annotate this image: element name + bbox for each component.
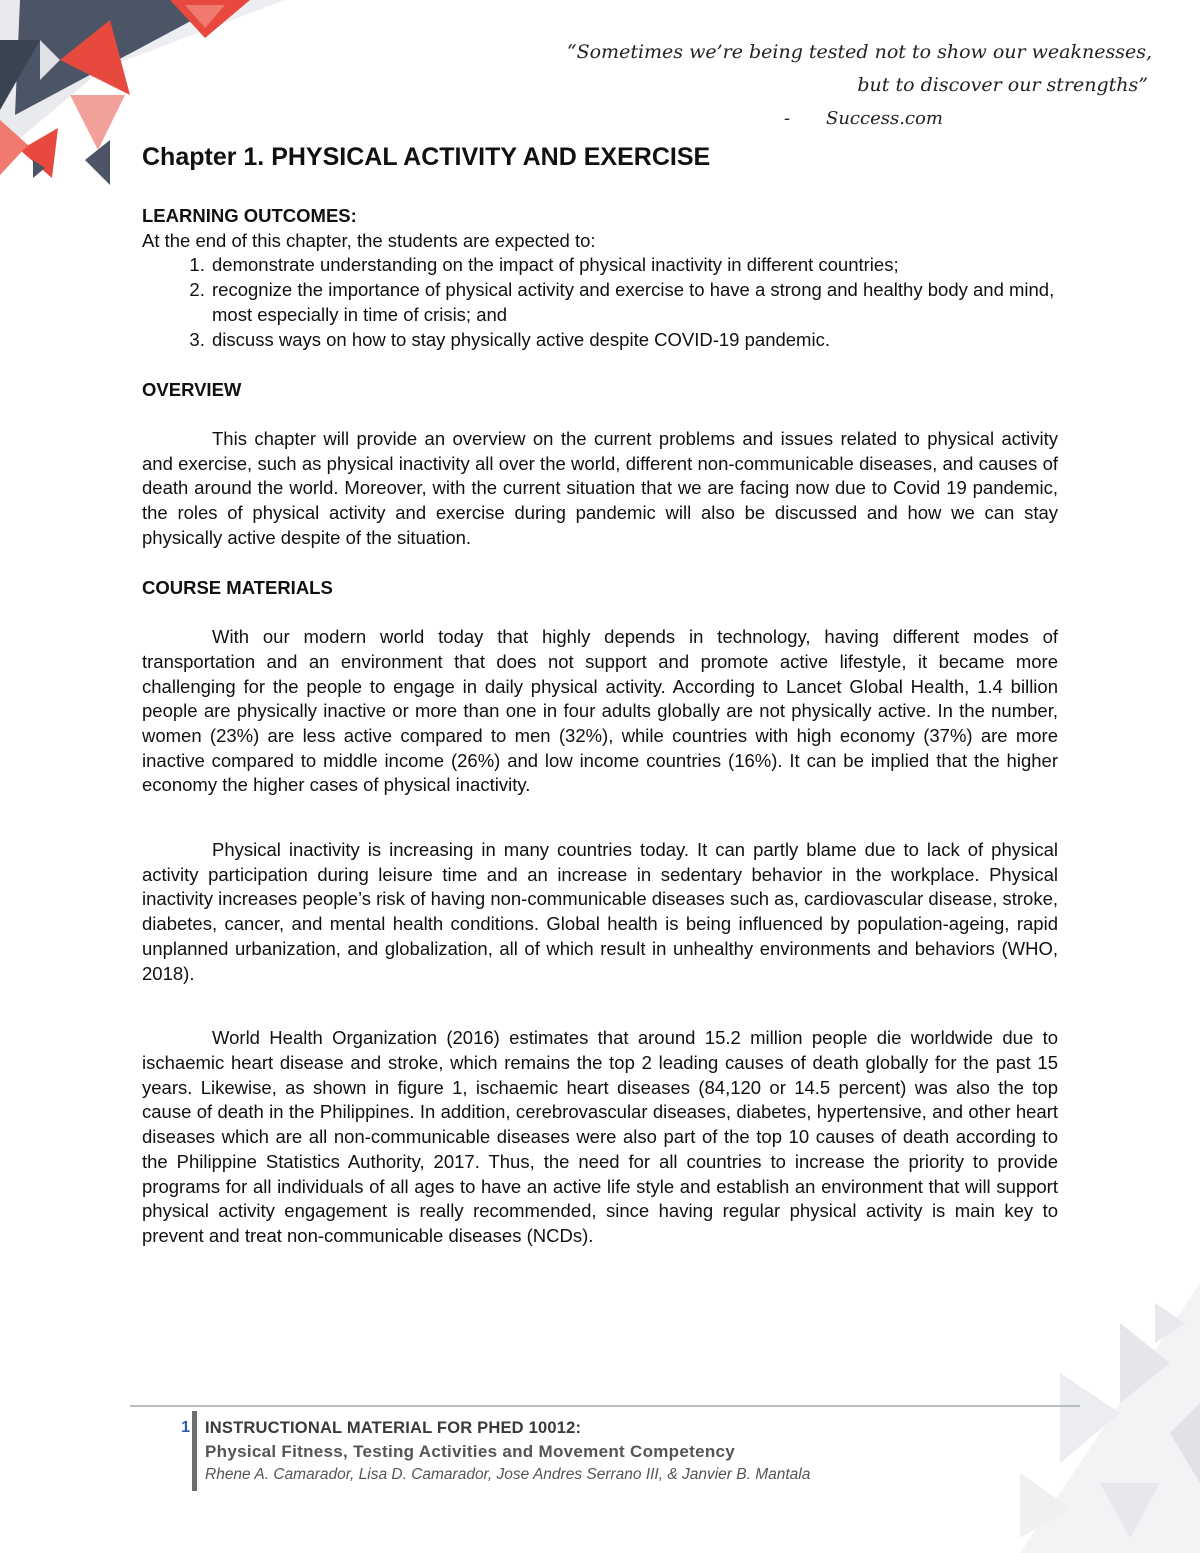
course-paragraph-2: Physical inactivity is increasing in many countries today. It can partly blame due to lack of physical activity participation during leisure time and an increase in sedentary behavior in the workplace. Physical inactivity increases people’s risk of having non-communicable diseases such as, cardiovascular disease, stroke, diabetes, cancer, and mental health conditions. Global health is being influenced by population-ageing, rapid unplanned urbanization, and globalization, all of which result in unhealthy environments and behaviors (WHO, 2018).	[142, 839, 1058, 984]
document-body	[142, 142, 1058, 1249]
quote-line-1: “Sometimes we’re being tested not to show our weaknesses,	[566, 41, 1152, 63]
chapter-title: Chapter 1. PHYSICAL ACTIVITY AND EXERCISE	[142, 143, 711, 171]
list-item: 3. discuss ways on how to stay physically active despite COVID-19 pandemic.	[210, 328, 1058, 353]
quote-source-text: Success.com	[826, 108, 943, 129]
footer-course-title: INSTRUCTIONAL MATERIAL FOR PHED 10012:	[205, 1419, 582, 1437]
course-paragraph-3: World Health Organization (2016) estimates that around 15.2 million people die worldwide due to ischaemic heart disease and stroke, which remains the top 2 leading causes of death globally for the past 15 years. Likewise, as shown in figure 1, ischaemic heart diseases (84,120 or 14.5 percent) was also the top cause of death in the Philippines. In addition, cerebrovascular diseases, diabetes, hypertensive, and other heart diseases which are all non-communicable diseases were also part of the top 10 causes of death according to the Philippine Statistics Authority, 2017. Thus, the need for all countries to increase the priority to provide programs for all individuals of all ages to have an active life style and establish an environment that will support physical activity engagement is really recommended, since having regular physical activity is main key to prevent and treat non-communicable diseases (NCDs).	[142, 1027, 1058, 1246]
list-item: 2. recognize the importance of physical activity and exercise to have a strong and healthy body and mind, most especially in time of crisis; and	[210, 278, 1058, 327]
footer-vertical-bar	[192, 1411, 197, 1491]
list-item: 1. demonstrate understanding on the impact of physical inactivity in different countries;	[210, 253, 1058, 278]
quote-line-2: but to discover our strengths”	[857, 74, 1148, 96]
footer-authors: Rhene A. Camarador, Lisa D. Camarador, Jose Andres Serrano III, & Janvier B. Mantala	[205, 1466, 811, 1483]
quote-source	[512, 102, 1152, 135]
footer-text	[205, 1417, 810, 1486]
learning-outcomes-list	[142, 253, 1058, 352]
learning-outcomes-intro: At the end of this chapter, the students are expected to:	[142, 229, 596, 251]
overview-paragraph: This chapter will provide an overview on the current problems and issues related to physical activity and exercise, such as physical inactivity all over the world, different non-communicable diseases, and causes of death around the world. Moreover, with the current situation that we are facing now due to Covid 19 pandemic, the roles of physical activity and exercise during pandemic will also be discussed and how we can stay physically active despite of the situation.	[142, 427, 1058, 548]
course-materials-heading: COURSE MATERIALS	[142, 577, 333, 599]
footer-course-subtitle: Physical Fitness, Testing Activities and Movement Competency	[205, 1442, 736, 1461]
learning-outcomes-heading: LEARNING OUTCOMES:	[142, 205, 357, 226]
quote-dash: -	[784, 108, 791, 129]
overview-heading: OVERVIEW	[142, 379, 242, 401]
page-number: 1	[181, 1419, 190, 1436]
epigraph-quote	[512, 36, 1152, 135]
course-paragraph-1: With our modern world today that highly depends in technology, having different modes of transportation and an environment that does not support and promote active lifestyle, it became more challenging for the people to engage in daily physical activity. According to Lancet Global Health, 1.4 billion people are physically inactive or more than one in four adults globally are not physically active. In the number, women (23%) are less active compared to men (32%), while countries with high economy (37%) are more inactive compared to middle income (26%) and low income countries (16%). It can be implied that the higher economy the higher cases of physical inactivity.	[142, 626, 1058, 796]
page-footer	[130, 1405, 1080, 1493]
footer-divider	[130, 1405, 1080, 1407]
